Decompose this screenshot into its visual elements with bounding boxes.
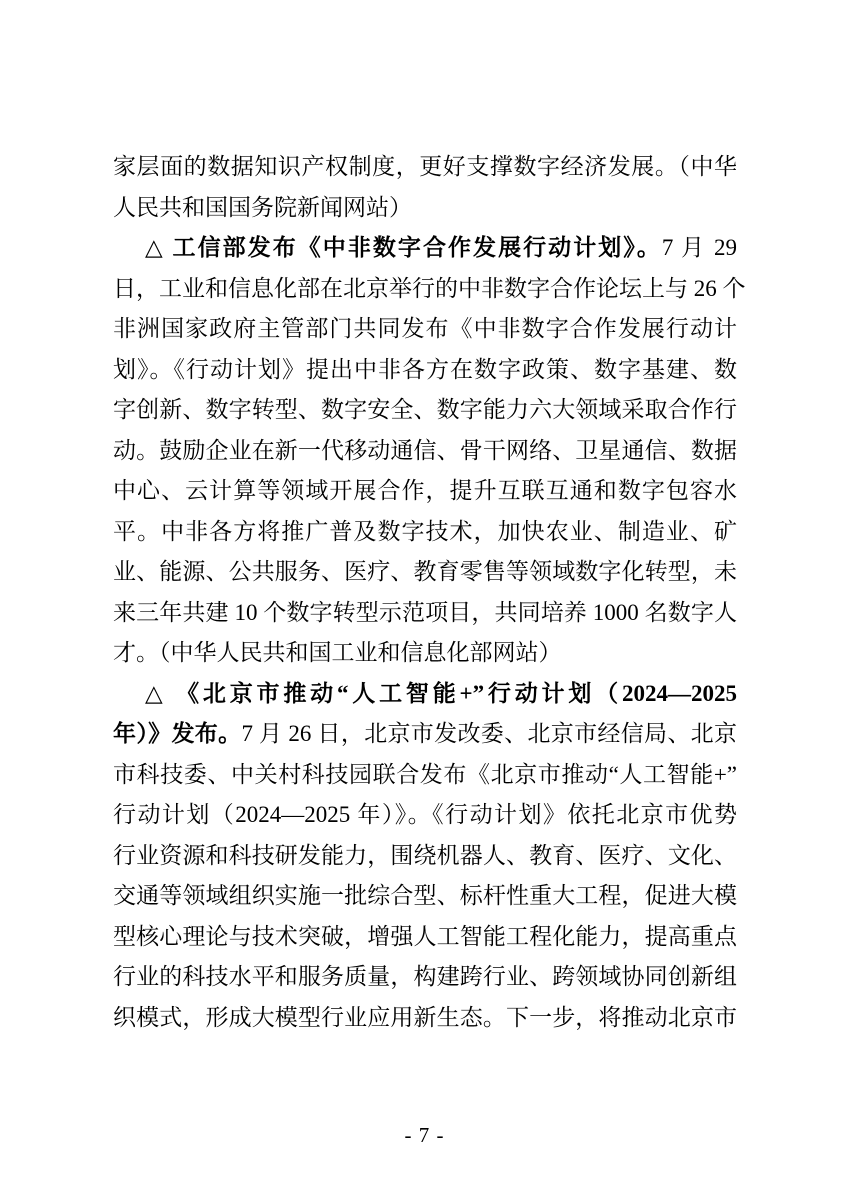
body-text: 来三年共建 10 个数字转型示范项目，共同培养 1000 名数字人 <box>113 599 737 625</box>
text-line <box>113 269 746 310</box>
text-line <box>113 593 737 634</box>
text-line <box>113 228 737 269</box>
body-text: 字创新、数字转型、数字安全、数字能力六大领域采取合作行 <box>113 397 737 422</box>
text-line <box>113 755 737 796</box>
body-text: 人民共和国国务院新闻网站） <box>113 194 412 220</box>
body-text: 织模式，形成大模型行业应用新生态。下一步，将推动北京市 <box>113 1004 737 1030</box>
text-line <box>113 795 737 836</box>
body-text: 非洲国家政府主管部门共同发布《中非数字合作发展行动计 <box>113 316 737 341</box>
body-text: 型核心理论与技术突破，增强人工智能工程化能力，提高重点 <box>113 923 737 949</box>
body-text: 日，工业和信息化部在北京举行的中非数字合作论坛上与 26 个 <box>113 275 746 301</box>
body-text: 行业的科技水平和服务质量，构建跨行业、跨领域协同创新组 <box>113 964 737 989</box>
body-text: 才。（中华人民共和国工业和信息化部网站） <box>113 640 562 665</box>
heading-text: 年）》发布。 <box>113 721 242 746</box>
text-line <box>113 674 737 715</box>
text-line <box>113 876 737 917</box>
body-text: 市科技委、中关村科技园联合发布《北京市推动“人工智能+” <box>113 761 737 787</box>
text-line <box>113 998 737 1039</box>
body-text: 行业资源和科技研发能力，围绕机器人、教育、医疗、文化、 <box>113 842 737 868</box>
text-line <box>113 957 737 998</box>
text-line <box>113 633 737 674</box>
body-text: 中心、云计算等领域开展合作，提升互联互通和数字包容水 <box>113 478 737 503</box>
body-text: 业、能源、公共服务、医疗、教育零售等领域数字化转型，未 <box>113 559 737 584</box>
body-text: 平。中非各方将推广普及数字技术，加快农业、制造业、矿 <box>113 518 737 544</box>
body-text: 家层面的数据知识产权制度，更好支撑数字经济发展。（中华 <box>113 154 737 179</box>
body-text: 动。鼓励企业在新一代移动通信、骨干网络、卫星通信、数据 <box>113 437 737 463</box>
body-text: 7 月 26 日，北京市发改委、北京市经信局、北京 <box>241 721 738 746</box>
text-line <box>113 917 737 958</box>
text-line <box>113 309 737 350</box>
text-line <box>113 390 737 431</box>
page-number: - 7 - <box>404 1123 445 1147</box>
body-text: 交通等领域组织实施一批综合型、标杆性重大工程，促进大模 <box>113 883 737 908</box>
text-line <box>113 350 737 391</box>
text-line <box>113 147 737 188</box>
text-line <box>113 552 737 593</box>
text-line <box>113 714 737 755</box>
body-text: 7 月 29 <box>661 235 737 260</box>
text-line <box>113 188 737 229</box>
body-text: 划》。《行动计划》提出中非各方在数字政策、数字基建、数 <box>113 356 737 382</box>
document-body <box>113 147 746 1038</box>
text-line <box>113 836 737 877</box>
heading-text: △ 《北京市推动“人工智能+”行动计划（2024—2025 <box>145 680 737 706</box>
body-text: 行动计划（2024—2025 年）》。《行动计划》依托北京市优势 <box>113 802 737 827</box>
heading-text: △ 工信部发布《中非数字合作发展行动计划》。 <box>145 235 662 260</box>
text-line <box>113 431 737 472</box>
text-line <box>113 512 737 553</box>
text-line <box>113 471 737 512</box>
